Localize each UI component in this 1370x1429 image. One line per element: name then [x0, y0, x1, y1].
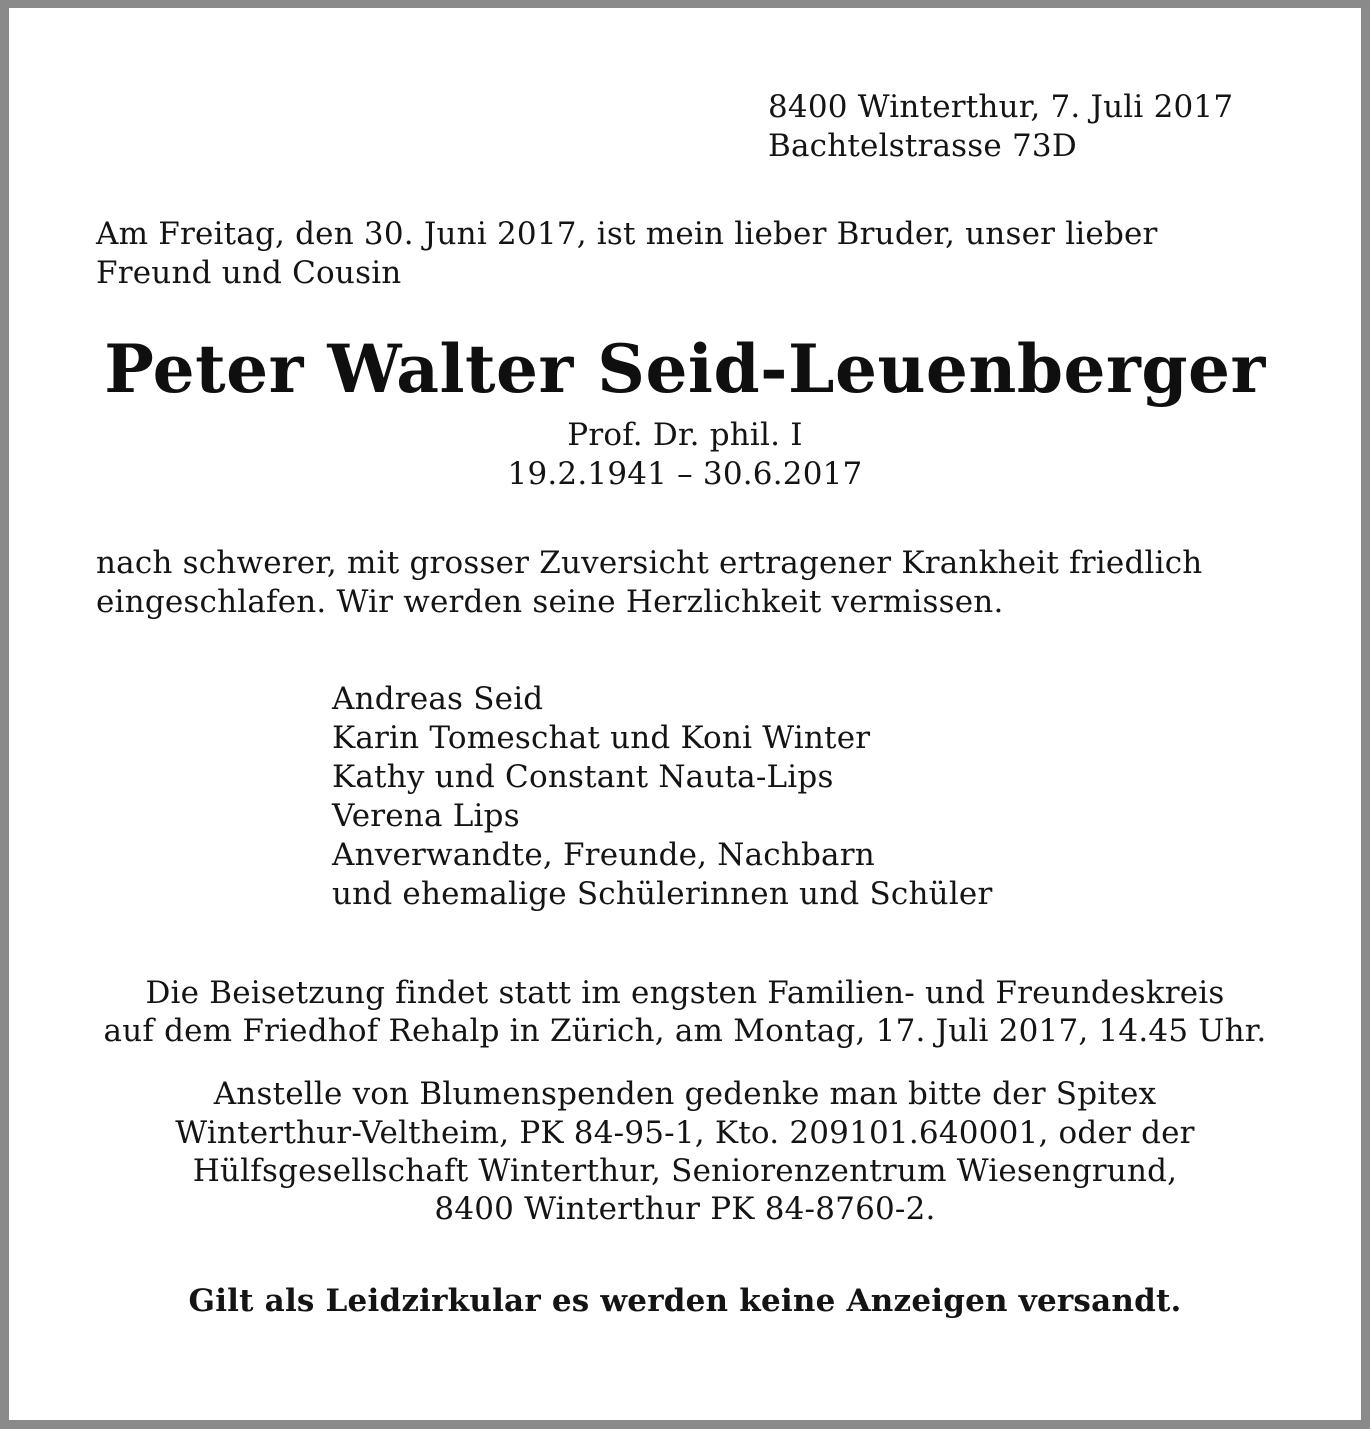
intro-text: [96, 215, 1158, 293]
deceased-name: Peter Walter Seid-Leuenberger: [104, 330, 1266, 408]
mourner: Verena Lips: [332, 798, 520, 834]
mourner: Anverwandte, Freunde, Nachbarn: [332, 837, 875, 873]
mourner: und ehemalige Schülerinnen und Schüler: [332, 876, 993, 912]
academic-title: Prof. Dr. phil. I: [567, 417, 803, 453]
donation-line-3: Hülfsgesellschaft Winterthur, Seniorenzentrum Wiesengrund,: [192, 1153, 1178, 1189]
address-block: [768, 88, 1233, 166]
burial-line-1: Die Beisetzung findet statt im engsten Familien- und Freundeskreis: [145, 975, 1225, 1011]
donation-line-2: Winterthur-Veltheim, PK 84-95-1, Kto. 209101.640001, oder der: [175, 1115, 1195, 1151]
mourner: Andreas Seid: [332, 681, 544, 717]
mourners-list: [332, 680, 993, 914]
mourner: Kathy und Constant Nauta-Lips: [332, 759, 834, 795]
message-text: [96, 544, 1202, 622]
donation-line-4: 8400 Winterthur PK 84-8760-2.: [434, 1191, 936, 1227]
message-line-1: nach schwerer, mit grosser Zuversicht ertragener Krankheit friedlich: [96, 545, 1203, 581]
message-line-2: eingeschlafen. Wir werden seine Herzlichkeit vermissen.: [96, 584, 1004, 620]
donation-line-1: Anstelle von Blumenspenden gedenke man bitte der Spitex: [213, 1076, 1157, 1112]
life-dates: 19.2.1941 – 30.6.2017: [507, 456, 863, 492]
intro-line-1: Am Freitag, den 30. Juni 2017, ist mein lieber Bruder, unser lieber: [96, 216, 1158, 252]
burial-line-2: auf dem Friedhof Rehalp in Zürich, am Montag, 17. Juli 2017, 14.45 Uhr.: [103, 1013, 1267, 1049]
mourner: Karin Tomeschat und Koni Winter: [332, 720, 871, 756]
place-date: 8400 Winterthur, 7. Juli 2017: [768, 89, 1234, 125]
intro-line-2: Freund und Cousin: [96, 255, 402, 291]
circular-notice: Gilt als Leidzirkular es werden keine Anzeigen versandt.: [188, 1283, 1182, 1319]
street-address: Bachtelstrasse 73D: [768, 128, 1077, 164]
